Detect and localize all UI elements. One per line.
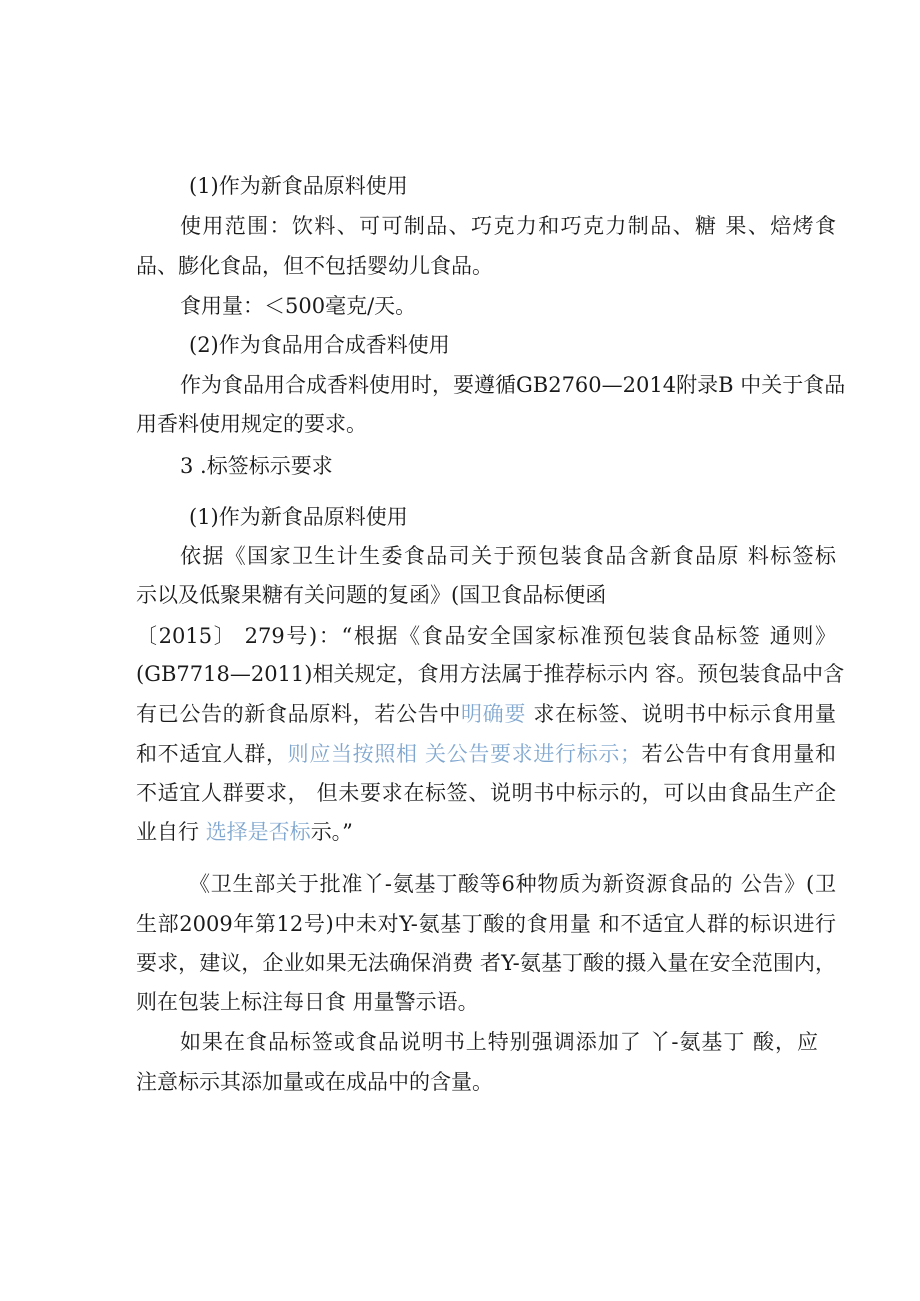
gaba-notice-line-3: 要求，建议，企业如果无法确保消费 者Y-氨基丁酸的摄入量在安全范围内， bbox=[136, 951, 836, 975]
basis-line-5-text-b: 求在标签、说明书中标示食用量 bbox=[526, 702, 836, 726]
subheading-new-food-material-1: (1)作为新食品原料使用 bbox=[189, 174, 408, 198]
basis-line-8 bbox=[136, 818, 353, 846]
basis-line-8-text-a: 业自行 bbox=[136, 820, 206, 844]
basis-line-8-text-b: 示。” bbox=[310, 820, 353, 844]
emphasis-note-line-2: 注意标示其添加量或在成品中的含量。 bbox=[136, 1070, 493, 1094]
flavor-usage-line-2: 用香料使用规定的要求。 bbox=[136, 412, 367, 436]
basis-line-3: 〔2015〕 279号)：“根据《食品安全国家标准预包装食品标签 通则》 bbox=[136, 624, 836, 648]
highlighted-text: 则应当按照相 关公告要求进行标示； bbox=[287, 742, 642, 766]
emphasis-note-line-1: 如果在食品标签或食品说明书上特别强调添加了 丫-氨基丁 酸，应 bbox=[180, 1030, 818, 1054]
usage-scope-line-2: 品、膨化食品，但不包括婴幼儿食品。 bbox=[136, 254, 493, 278]
intake-amount: 食用量：＜500毫克/天。 bbox=[180, 294, 417, 318]
basis-line-5-text-a: 有已公告的新食品原料，若公告中 bbox=[136, 702, 461, 726]
basis-line-6-text-b: 若公告中有食用量和 bbox=[641, 742, 837, 766]
highlighted-text: 明确要 bbox=[461, 702, 526, 726]
basis-line-2: 示以及低聚果糖有关问题的复函》(国卫食品标便函 bbox=[136, 583, 607, 607]
basis-line-7: 不适宜人群要求， 但未要求在标签、说明书中标示的，可以由食品生产企 bbox=[136, 781, 836, 805]
gaba-notice-line-2: 生部2009年第12号)中未对Y-氨基丁酸的食用量 和不适宜人群的标识进行 bbox=[136, 912, 836, 936]
basis-line-6 bbox=[136, 740, 836, 768]
gaba-notice-line-1: 《卫生部关于批准丫-氨基丁酸等6种物质为新资源食品的 公告》(卫 bbox=[189, 872, 836, 896]
basis-line-6-text-a: 和不适宜人群， bbox=[136, 742, 288, 766]
usage-scope-line-1: 使用范围：饮料、可可制品、巧克力和巧克力制品、糖 果、焙烤食 bbox=[180, 214, 836, 238]
gaba-notice-line-4: 则在包装上标注每日食 用量警示语。 bbox=[136, 990, 479, 1014]
highlighted-text: 选择是否标 bbox=[205, 820, 311, 844]
subheading-new-food-material-2: (1)作为新食品原料使用 bbox=[189, 505, 408, 529]
flavor-usage-line-1: 作为食品用合成香料使用时，要遵循GB2760—2014附录B 中关于食品 bbox=[180, 373, 846, 397]
basis-line-1: 依据《国家卫生计生委食品司关于预包装食品含新食品原 料标签标 bbox=[180, 544, 836, 568]
section-heading-label-requirements: 3 .标签标示要求 bbox=[180, 454, 333, 478]
basis-line-5 bbox=[136, 700, 836, 728]
basis-line-4: (GB7718—2011)相关规定，食用方法属于推荐标示内 容。预包装食品中含 bbox=[136, 662, 845, 686]
subheading-synthetic-flavor: (2)作为食品用合成香料使用 bbox=[189, 333, 450, 357]
